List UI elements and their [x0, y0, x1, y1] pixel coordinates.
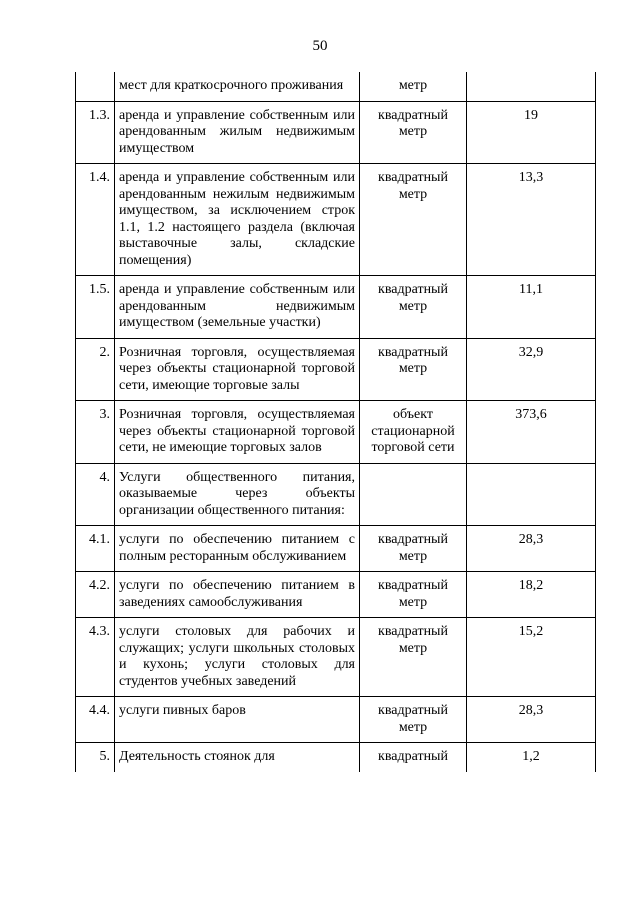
table-row — [76, 401, 596, 464]
row-unit: квадратный — [360, 743, 467, 772]
row-description: Деятельность стоянок для — [115, 743, 360, 772]
row-unit: объект стационарной торговой сети — [360, 401, 467, 464]
row-value: 19 — [467, 101, 596, 164]
row-description: аренда и управление собственным или арендованным жилым недвижимым имуществом — [115, 101, 360, 164]
row-description: аренда и управление собственным или арендованным нежилым недвижимым имуществом, за исключением строк 1.1, 1.2 настоящего раздела (включая выставочные залы, складские помещения) — [115, 164, 360, 276]
row-number: 4.2. — [76, 572, 115, 618]
tariff-table — [75, 72, 596, 772]
row-value: 373,6 — [467, 401, 596, 464]
row-number — [76, 72, 115, 101]
row-number: 1.3. — [76, 101, 115, 164]
row-number: 4.4. — [76, 697, 115, 743]
row-unit: квадратный метр — [360, 164, 467, 276]
row-number: 1.4. — [76, 164, 115, 276]
row-unit: квадратный метр — [360, 618, 467, 697]
row-description: услуги по обеспечению питанием в заведениях самообслуживания — [115, 572, 360, 618]
row-description: Розничная торговля, осуществляемая через объекты стационарной торговой сети, имеющие торговые залы — [115, 338, 360, 401]
row-value: 13,3 — [467, 164, 596, 276]
table-row — [76, 276, 596, 339]
row-value — [467, 72, 596, 101]
table-row — [76, 72, 596, 101]
row-value: 18,2 — [467, 572, 596, 618]
table-row — [76, 618, 596, 697]
row-description: Розничная торговля, осуществляемая через объекты стационарной торговой сети, не имеющие торговых залов — [115, 401, 360, 464]
row-unit: квадратный метр — [360, 338, 467, 401]
row-unit: квадратный метр — [360, 101, 467, 164]
row-value: 11,1 — [467, 276, 596, 339]
table-row — [76, 101, 596, 164]
row-number: 2. — [76, 338, 115, 401]
row-description: услуги по обеспечению питанием с полным ресторанным обслуживанием — [115, 526, 360, 572]
table-row — [76, 526, 596, 572]
row-unit: квадратный метр — [360, 526, 467, 572]
row-unit: квадратный метр — [360, 572, 467, 618]
table-row — [76, 572, 596, 618]
table-row — [76, 164, 596, 276]
row-unit: квадратный метр — [360, 697, 467, 743]
row-description: услуги пивных баров — [115, 697, 360, 743]
row-unit: квадратный метр — [360, 276, 467, 339]
row-number: 4. — [76, 463, 115, 526]
row-description: Услуги общественного питания, оказываемые через объекты организации общественного питания: — [115, 463, 360, 526]
table-row — [76, 463, 596, 526]
row-unit — [360, 463, 467, 526]
row-value: 28,3 — [467, 697, 596, 743]
row-value: 28,3 — [467, 526, 596, 572]
row-unit: метр — [360, 72, 467, 101]
row-description: аренда и управление собственным или арендованным недвижимым имуществом (земельные участки) — [115, 276, 360, 339]
row-description: мест для краткосрочного проживания — [115, 72, 360, 101]
row-value: 15,2 — [467, 618, 596, 697]
row-number: 4.1. — [76, 526, 115, 572]
row-value — [467, 463, 596, 526]
table-row — [76, 697, 596, 743]
row-value: 32,9 — [467, 338, 596, 401]
row-value: 1,2 — [467, 743, 596, 772]
table-row — [76, 338, 596, 401]
row-number: 1.5. — [76, 276, 115, 339]
page-number: 50 — [312, 38, 328, 54]
row-description: услуги столовых для рабочих и служащих; услуги школьных столовых и кухонь; услуги столовых для студентов учебных заведений — [115, 618, 360, 697]
row-number: 5. — [76, 743, 115, 772]
row-number: 3. — [76, 401, 115, 464]
row-number: 4.3. — [76, 618, 115, 697]
table-row — [76, 743, 596, 772]
